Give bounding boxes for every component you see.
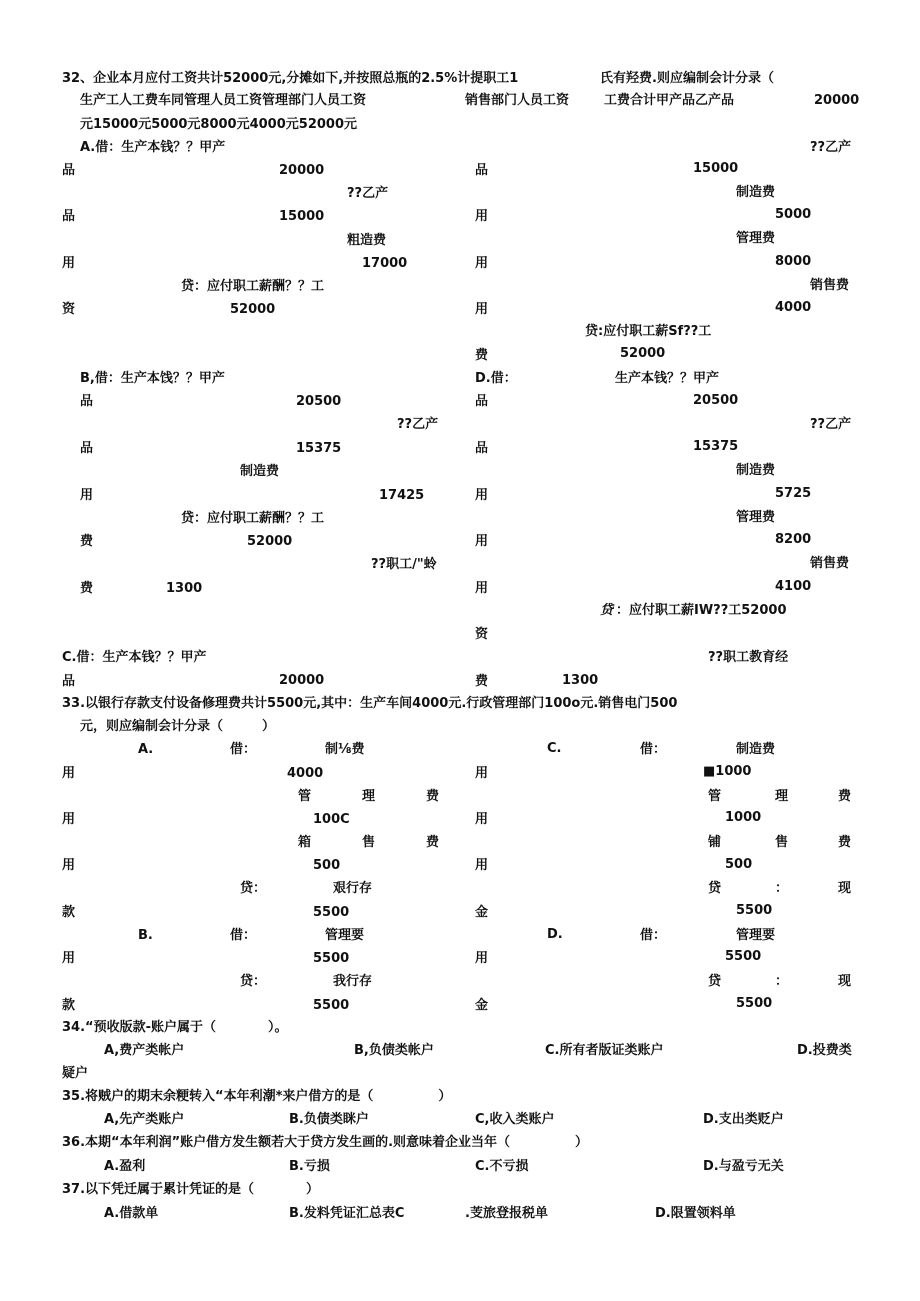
- q33-c-yong1: 用: [475, 766, 489, 781]
- q32-ra-yong1: 用: [475, 209, 489, 224]
- q32-b-v1: 20500: [296, 394, 342, 409]
- q33-a-kuan: 款: [62, 905, 76, 920]
- q33-c-yong2: 用: [475, 812, 489, 827]
- q32-d-yong1: 用: [475, 488, 489, 503]
- q32-b-pin2: 品: [80, 441, 94, 456]
- q32-b-yong: 用: [80, 488, 94, 503]
- q32-a-v3: 17000: [362, 256, 408, 271]
- q33-b-dai: 贷：: [240, 974, 267, 989]
- q32-d-pin: 品: [475, 394, 489, 409]
- q34-option-c: C.所有者版证类账户: [545, 1043, 664, 1058]
- q33-c-guan-3: 费: [838, 789, 852, 804]
- q32-a-yi: ??乙产: [347, 186, 389, 201]
- q32-d-xiao: 销售费: [810, 556, 850, 571]
- q33-c-guan-1: 管: [708, 789, 722, 804]
- q32-d-yong2: 用: [475, 534, 489, 549]
- q33-c-v1: ■1000: [703, 764, 752, 779]
- q33-d-dai-2: ：: [775, 974, 789, 989]
- q32-table-header-c: 工费合计甲产品乙产品: [604, 93, 735, 108]
- q33-d-yong: 用: [475, 951, 489, 966]
- q35-option-a: A,先产类账户: [104, 1112, 185, 1127]
- q32-d-v1: 20500: [693, 393, 739, 408]
- q33-a-v3: 500: [313, 858, 341, 873]
- q33-c-v2: 1000: [725, 810, 762, 825]
- q33-b-v2: 5500: [313, 998, 350, 1013]
- q32-d-zhi: 制造费: [736, 463, 776, 478]
- q34-option-d: D.投费类: [797, 1043, 852, 1058]
- q36-option-c: C.不亏损: [475, 1159, 529, 1174]
- q33-b-kuan: 款: [62, 998, 76, 1013]
- q32-b-yi: ??乙产: [397, 417, 439, 432]
- q33-a-guan-3: 费: [426, 789, 440, 804]
- q33-a-xiang-3: 费: [426, 835, 440, 850]
- q33-c-letter: C.: [547, 741, 562, 756]
- q32-d-label-b: 生产本钱？？甲产: [615, 371, 720, 386]
- q33-a-yong3: 用: [62, 858, 76, 873]
- q32-d-yong3: 用: [475, 581, 489, 596]
- q32-a-credit: 贷：应付职工薪酬？？工: [181, 279, 325, 294]
- q33-intro: 33.以银行存款支付设备修理费共计5500元,其中：生产车间4000元.行政管理部门100o元.销售电门500: [62, 696, 678, 711]
- q32-a-pin: 品: [62, 163, 76, 178]
- q32-d-credit: ：应付职工薪IW??工52000: [616, 603, 787, 618]
- q32-intro: 32、企业本月应付工资共计52000元,分摊如下,并按照总瓶的2.5%计提职工1: [62, 71, 519, 86]
- q33-c-jie: 借：: [640, 742, 667, 757]
- q32-ra-v3: 8000: [775, 254, 812, 269]
- q33-b-guan: 管理要: [325, 928, 365, 943]
- q37-option-b: B.发料凭证汇总表C: [289, 1206, 405, 1221]
- q32-a-v4: 52000: [230, 302, 276, 317]
- q33-c-pu-3: 费: [838, 835, 852, 850]
- q34-option-d-cont: 疑户: [62, 1066, 89, 1081]
- q33-a-guan-2: 理: [362, 789, 376, 804]
- q32-ra-pin: 品: [475, 163, 489, 178]
- q33-d-jin: 金: [475, 998, 489, 1013]
- q32-ra-yi: ??乙产: [810, 140, 852, 155]
- q33-c-zhi: 制造费: [736, 742, 776, 757]
- q37-option-a: A.借款单: [104, 1206, 159, 1221]
- q32-ra-yong2: 用: [475, 256, 489, 271]
- q32-ra-zhi: 制造费: [736, 185, 776, 200]
- q32-b-v3: 17425: [379, 488, 425, 503]
- q32-option-c: C.借：生产本钱？？甲产: [62, 650, 207, 665]
- q33-c-yong3: 用: [475, 858, 489, 873]
- q32-ra-credit: 贷:应付职工薪Sf??工: [585, 324, 712, 339]
- q34-option-a: A,费产类帐户: [104, 1043, 185, 1058]
- q32-b-fei: 费: [80, 534, 94, 549]
- q33-d-dai-3: 现: [838, 974, 852, 989]
- q33-b-letter: B.: [138, 928, 153, 943]
- q33-b-bank: 我行存: [333, 974, 373, 989]
- q32-a-zi: 资: [62, 302, 76, 317]
- q32-d-fei: 费: [475, 674, 489, 689]
- q32-b-v5: 1300: [166, 581, 203, 596]
- q32-d-v3: 5725: [775, 486, 812, 501]
- q32-b-pin: 品: [80, 394, 94, 409]
- q32-d-pin2: 品: [475, 441, 489, 456]
- q32-d-credit-pre: 贷: [600, 603, 614, 618]
- q33-c-pu-1: 铺: [708, 835, 722, 850]
- q32-ra-v1: 15000: [693, 161, 739, 176]
- q34-stem: 34.“预收版款-账户属于（ ）。: [62, 1020, 288, 1035]
- q33-c-v4: 5500: [736, 903, 773, 918]
- q33-intro2: 元，则应编制会计分录（ ）: [80, 719, 276, 734]
- q33-b-v1: 5500: [313, 951, 350, 966]
- q34-option-b: B,负债类帐户: [354, 1043, 434, 1058]
- q33-c-dai-2: ：: [775, 881, 789, 896]
- q32-ra-fei: 费: [475, 348, 489, 363]
- q32-c-pin: 品: [62, 674, 76, 689]
- q32-table-header: 生产工人工费车同管理人员工资管理部门人员工资: [80, 93, 367, 108]
- q32-option-b: B,借：生产本饯？？甲产: [80, 371, 225, 386]
- q32-d-edu: ??职工教育经: [708, 650, 789, 665]
- q35-stem: 35.将贼户的期末余粳转入“本年利潮*来户借方的是（ ）: [62, 1089, 452, 1104]
- q32-ra-v4: 4000: [775, 300, 812, 315]
- q35-option-c: C,收入类账户: [475, 1112, 555, 1127]
- q37-stem: 37.以下凭迁属于累计凭证的是（ ）: [62, 1182, 320, 1197]
- q32-a-v2: 15000: [279, 209, 325, 224]
- q33-c-pu-2: 售: [775, 835, 789, 850]
- q32-ra-v2: 5000: [775, 207, 812, 222]
- q37-option-d: D.限置领料单: [655, 1206, 736, 1221]
- q32-b-v2: 15375: [296, 441, 342, 456]
- q32-a-pin2: 品: [62, 209, 76, 224]
- q37-option-c: .芰旅登报税单: [465, 1206, 548, 1221]
- q33-d-jie: 借：: [640, 928, 667, 943]
- q32-table-header-d: 20000: [814, 93, 860, 108]
- q32-d-guan: 管理费: [736, 510, 776, 525]
- q32-ra-xiao: 销售费: [810, 278, 850, 293]
- q33-d-v1: 5500: [725, 949, 762, 964]
- q33-a-bank: 艰行存: [333, 881, 373, 896]
- q33-b-jie: 借：: [230, 928, 257, 943]
- q33-d-guan: 管理要: [736, 928, 776, 943]
- q32-option-a: A.借：生产本钱？？甲产: [80, 140, 226, 155]
- q32-table-values: 元15000元5000元8000元4000元52000元: [80, 117, 357, 132]
- q33-c-v3: 500: [725, 857, 753, 872]
- q33-a-xiang-2: 售: [362, 835, 376, 850]
- q32-a-zhi: 粗造费: [347, 233, 387, 248]
- q32-table-header-b: 销售部门人员工资: [465, 93, 570, 108]
- q33-a-letter: A.: [138, 742, 154, 757]
- q32-a-v1: 20000: [279, 163, 325, 178]
- q32-c-v1: 20000: [279, 673, 325, 688]
- q32-ra-yong3: 用: [475, 302, 489, 317]
- q33-a-yong2: 用: [62, 812, 76, 827]
- q33-a-yong1: 用: [62, 766, 76, 781]
- q32-b-zhi: 制造费: [240, 464, 280, 479]
- q36-option-b: B.亏损: [289, 1159, 330, 1174]
- q32-d-v5: 4100: [775, 579, 812, 594]
- q33-c-dai-3: 现: [838, 881, 852, 896]
- q32-b-edu: ??职工/"蛉: [371, 557, 437, 572]
- q36-option-a: A.盈利: [104, 1159, 146, 1174]
- q32-ra-guan: 管理费: [736, 231, 776, 246]
- q33-a-v2: 100C: [313, 812, 350, 827]
- q36-option-d: D.与盈亏无关: [703, 1159, 784, 1174]
- q35-option-d: D.支出类贬户: [703, 1112, 784, 1127]
- q32-option-d: D.借：: [475, 371, 517, 386]
- q33-a-jie: 借：: [230, 742, 257, 757]
- q32-b-v4: 52000: [247, 534, 293, 549]
- q32-intro-b: 氏有羟费.则应编制会计分录（: [600, 71, 774, 86]
- q33-a-xiang-1: 箱: [298, 835, 312, 850]
- q32-d-yi: ??乙产: [810, 417, 852, 432]
- q33-b-yong: 用: [62, 951, 76, 966]
- q33-a-dai: 贷：: [240, 881, 267, 896]
- q33-c-dai-1: 贷: [708, 881, 722, 896]
- q32-d-zi: 资: [475, 627, 489, 642]
- q32-d-v6: 1300: [562, 673, 599, 688]
- q32-a-yong: 用: [62, 256, 76, 271]
- q32-b-fei2: 费: [80, 581, 94, 596]
- q33-d-v2: 5500: [736, 996, 773, 1011]
- q33-a-v1: 4000: [287, 766, 324, 781]
- q32-d-v2: 15375: [693, 439, 739, 454]
- q32-d-v4: 8200: [775, 532, 812, 547]
- q36-stem: 36.本期“本年利润”账户借方发生额若大于贷方发生画的.则意味着企业当年（ ）: [62, 1135, 589, 1150]
- q33-c-jin: 金: [475, 905, 489, 920]
- q33-a-zhi: 制⅛费: [325, 742, 365, 757]
- q33-d-letter: D.: [547, 927, 563, 942]
- q33-a-guan-1: 管: [298, 789, 312, 804]
- q33-c-guan-2: 理: [775, 789, 789, 804]
- q32-ra-v5: 52000: [620, 346, 666, 361]
- q33-a-v4: 5500: [313, 905, 350, 920]
- q33-d-dai-1: 贷: [708, 974, 722, 989]
- q32-b-credit: 贷：应付职工薪酬？？工: [181, 511, 325, 526]
- q35-option-b: B.负债类眯户: [289, 1112, 369, 1127]
